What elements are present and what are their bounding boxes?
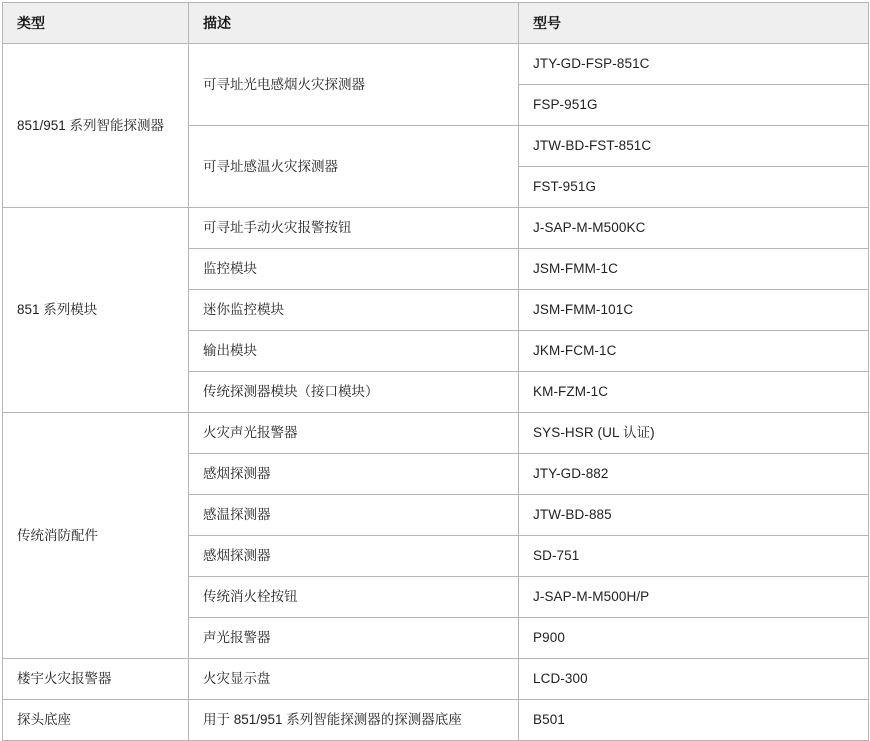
cell-model: JKM-FCM-1C — [519, 331, 869, 372]
cell-description: 可寻址手动火灾报警按钮 — [189, 208, 519, 249]
table-row — [3, 413, 869, 454]
cell-type: 探头底座 — [3, 700, 189, 741]
cell-description: 传统消火栓按钮 — [189, 577, 519, 618]
cell-model: FST-951G — [519, 167, 869, 208]
cell-description: 感烟探测器 — [189, 536, 519, 577]
column-header-model: 型号 — [519, 3, 869, 44]
table-row — [3, 659, 869, 700]
cell-model: JTY-GD-882 — [519, 454, 869, 495]
cell-model: JSM-FMM-101C — [519, 290, 869, 331]
cell-model: SD-751 — [519, 536, 869, 577]
cell-description: 声光报警器 — [189, 618, 519, 659]
cell-description: 可寻址感温火灾探测器 — [189, 126, 519, 208]
column-header-type: 类型 — [3, 3, 189, 44]
cell-description: 传统探测器模块（接口模块） — [189, 372, 519, 413]
cell-description: 用于 851/951 系列智能探测器的探测器底座 — [189, 700, 519, 741]
cell-model: J-SAP-M-M500KC — [519, 208, 869, 249]
cell-model: FSP-951G — [519, 85, 869, 126]
cell-description: 火灾显示盘 — [189, 659, 519, 700]
cell-model: P900 — [519, 618, 869, 659]
cell-model: JTY-GD-FSP-851C — [519, 44, 869, 85]
cell-model: JSM-FMM-1C — [519, 249, 869, 290]
cell-type: 楼宇火灾报警器 — [3, 659, 189, 700]
column-header-description: 描述 — [189, 3, 519, 44]
cell-type: 851 系列模块 — [3, 208, 189, 413]
table-body — [3, 44, 869, 741]
cell-description: 火灾声光报警器 — [189, 413, 519, 454]
table-row — [3, 44, 869, 85]
table-header — [3, 3, 869, 44]
cell-description: 监控模块 — [189, 249, 519, 290]
table-row — [3, 700, 869, 741]
table-row — [3, 208, 869, 249]
spec-table-container — [0, 2, 870, 741]
cell-description: 感烟探测器 — [189, 454, 519, 495]
cell-description: 迷你监控模块 — [189, 290, 519, 331]
cell-model: LCD-300 — [519, 659, 869, 700]
product-spec-table — [2, 2, 869, 741]
cell-model: KM-FZM-1C — [519, 372, 869, 413]
cell-model: B501 — [519, 700, 869, 741]
cell-description: 可寻址光电感烟火灾探测器 — [189, 44, 519, 126]
cell-description: 输出模块 — [189, 331, 519, 372]
cell-model: SYS-HSR (UL 认证) — [519, 413, 869, 454]
cell-model: J-SAP-M-M500H/P — [519, 577, 869, 618]
cell-description: 感温探测器 — [189, 495, 519, 536]
cell-model: JTW-BD-FST-851C — [519, 126, 869, 167]
cell-model: JTW-BD-885 — [519, 495, 869, 536]
table-header-row — [3, 3, 869, 44]
cell-type: 传统消防配件 — [3, 413, 189, 659]
cell-type: 851/951 系列智能探测器 — [3, 44, 189, 208]
